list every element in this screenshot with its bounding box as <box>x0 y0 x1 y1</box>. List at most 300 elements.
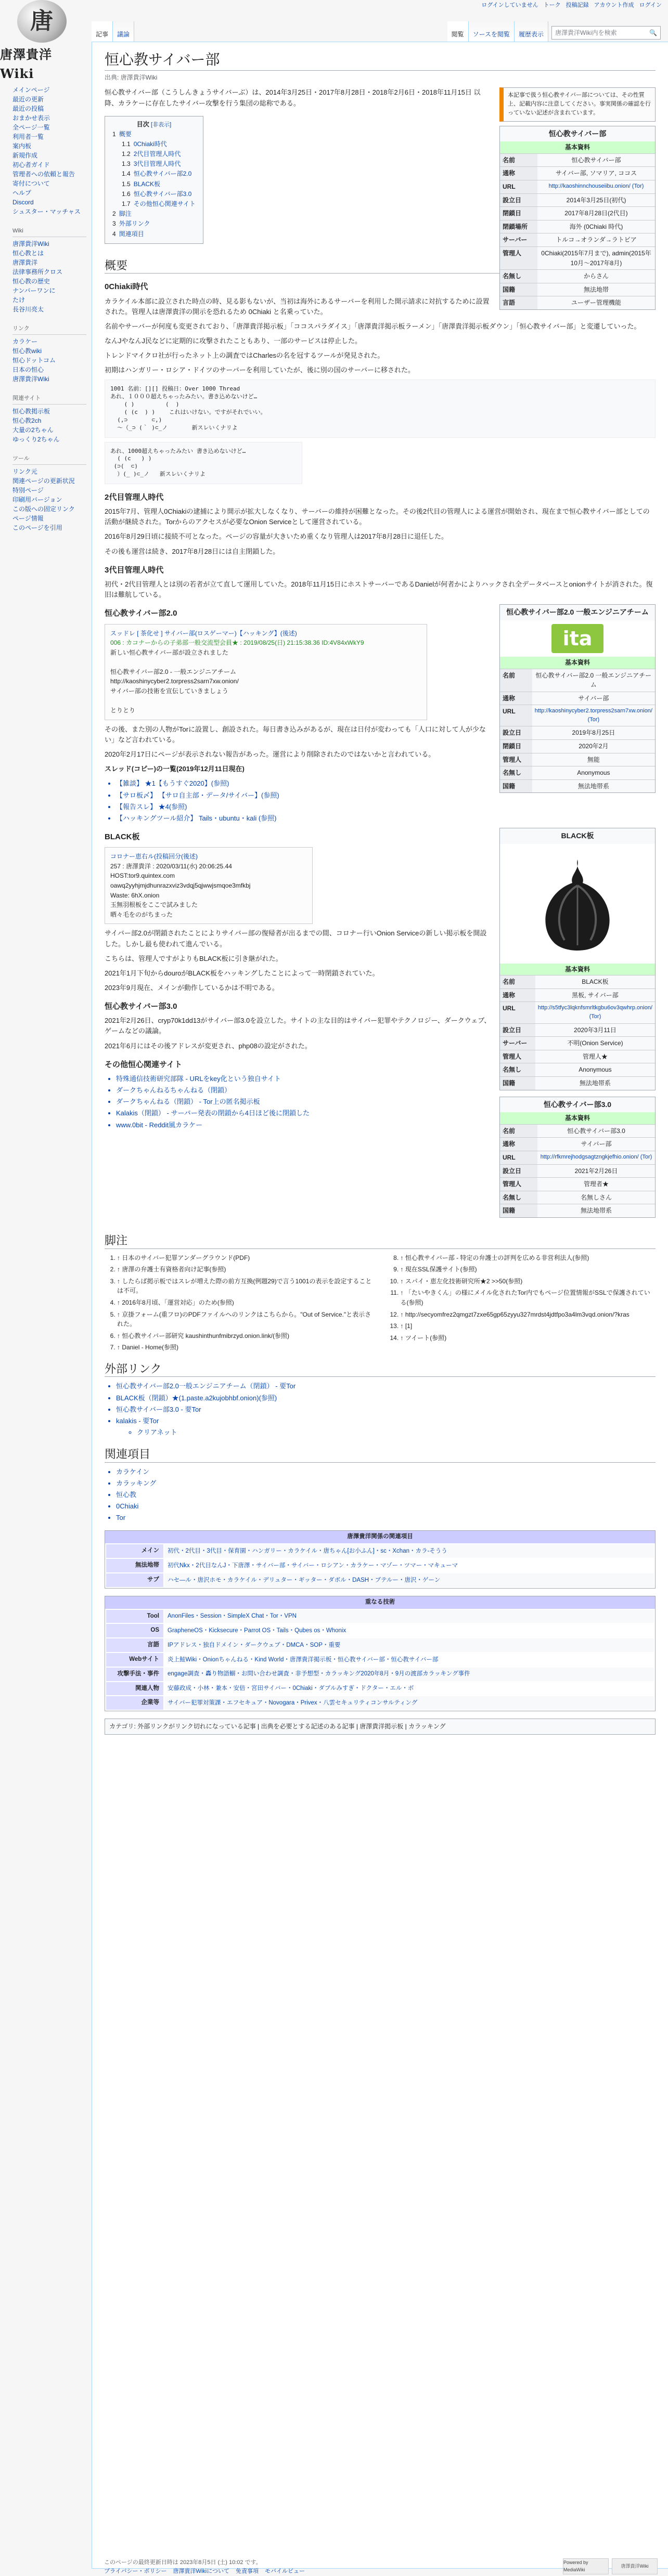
ita-logo-text: ita <box>551 624 604 653</box>
paragraph: 2021年2月26日、cryp70k1dd13がサイバー部3.0を設立した。サイトの主な目的はサイバー犯罪やテクノロジー、ダークウェブ、ゲームなどの議論。 <box>105 1017 491 1035</box>
sidebar-item[interactable]: 印刷用バージョン <box>12 496 62 504</box>
other-site-item[interactable]: • www.0bit - Reddit風カラケー <box>116 1120 656 1130</box>
sidebar-item[interactable]: 寄付について <box>12 180 50 187</box>
navbox-group: メイン <box>106 1544 163 1558</box>
infobox-value[interactable]: http://kaoshinycyber2.torpress2sarn7xw.onion/ (Tor) <box>532 705 655 726</box>
toc-subitem[interactable] <box>122 179 196 189</box>
footer-badge[interactable]: Powered by MediaWiki <box>563 2558 609 2574</box>
toc-link[interactable]: 外部リンク <box>119 220 150 228</box>
infobox-key: 名前 <box>500 669 532 692</box>
ita-logo-icon <box>500 620 655 657</box>
footnote-item: 11. ↑ 「たいやきくん」の様にメイル化されたTor内でもページ位置情報がSSLで保護されている(参照) <box>401 1288 656 1307</box>
quote-line: サイバー部の技術を宣伝していきましょう <box>110 687 228 695</box>
sidebar-item[interactable]: たけ <box>12 296 25 304</box>
navbox-2 <box>105 1596 656 1712</box>
toc-subitem[interactable] <box>122 139 196 149</box>
toc-number: 1.7 <box>122 200 131 208</box>
infobox-value[interactable]: http://kaoshinnchouseiibu.onion/ (Tor) <box>537 180 655 194</box>
heading-second-admin: 2代目管理人時代 <box>105 492 164 502</box>
sidebar-item[interactable]: 恒心ドットコム <box>12 357 56 365</box>
thread-item[interactable]: • 【報告スレ】 ★4(参照) <box>116 802 656 812</box>
quote-line: http://kaoshinycyber2.torpress2sarn7xw.onion/ <box>110 678 239 685</box>
external-links-list <box>105 1381 656 1438</box>
paragraph: カラケイル本部に設立された時点の時、見る影もないが、当初は海外にあるサーバーを利用した開示請求に対抗するために設置された。管理人は唐澤貴洋の開示を恐れるため 0Chiaki と名乗っていた。 <box>105 297 490 316</box>
section-third-admin: 初代・2代目管理人とは別の若者が立て直して運用していた。2018年11月15日にホストサーバーであるDanielが何者かによりハックされ全データベースとonionサイトが消された。復旧は難航している。 <box>105 580 653 599</box>
footnote-item: 3. ↑ したらば掲示板ではスレが増えた際の前方互換(例題29)で言う1001の表示を設定することは不可。 <box>117 1277 372 1296</box>
toc-number: 1 <box>112 130 116 138</box>
page-title: 恒心教サイバー部 <box>105 50 656 71</box>
sidebar-item[interactable]: 恒心教掲示板 <box>12 408 50 415</box>
paragraph: その後、また別の人物がTorに設置し、創設された。毎日書き込みがあるが、現在は日付が変わっても「人口に対して人が少ない」など言われている。 <box>105 725 486 744</box>
sidebar-item[interactable]: 最近の投稿 <box>12 105 44 112</box>
external-link[interactable]: • BLACK板（閉鎖）★(1.paste.a2kujobhbf.onion)(参照) <box>116 1393 656 1403</box>
quote-line: 006 : カコナーからの子弟部一般交流型会員★ : 2019/08/25(日) 21:15:38.36 ID:4V84xWkY9 <box>110 639 364 647</box>
navbox-group: 企業等 <box>106 1696 163 1710</box>
external-link[interactable]: • kalakis - 要Tor ◦ クリアネット <box>116 1416 656 1438</box>
sidebar-heading: Wiki <box>12 227 86 237</box>
sidebar-item[interactable]: 日本の恒心 <box>12 366 44 374</box>
infobox-subtitle: 基本資料 <box>500 141 655 153</box>
sidebar-item[interactable]: ナンバーワンに <box>12 287 56 295</box>
other-site-item[interactable]: • 特殊通信技術研究部隊 - URLをkey化という独自サイト <box>116 1074 656 1084</box>
toc-link[interactable]: 恒心教サイバー部3.0 <box>133 190 192 198</box>
infobox-value[interactable]: http://s5tfyc3lqknfsmrltkgbu6ov3qwhrp.onion/ (Tor) <box>535 1002 655 1023</box>
sidebar-item[interactable]: 唐澤貴洋Wiki <box>12 240 49 248</box>
navbox-list[interactable]: サイバー犯罪対策課・エフセキュア・Novogara・Privex・八雲セキュリティコンサルティング <box>164 1696 654 1710</box>
infobox-value: 恒心教サイバー部3.0 <box>537 1124 655 1138</box>
heading-related: 関連項目 <box>105 1447 656 1463</box>
paragraph: 2016年8月29日頃に接続不可となった。ページの容量が大きいため重くなり管理人は2017年8月28日に退任した。 <box>105 532 448 541</box>
navbox-list[interactable]: 初代Nkx・2代目なんJ・下唐澤・サイバー部・サイバー・ロシアン・カラケー・マゾー・ツマー・マキューマ <box>164 1559 654 1572</box>
heading-overview: 概要 <box>105 258 656 274</box>
footnote-item: 6. ↑ 恒心教サイバー部研究 kaushinthunfmibrzyd.onion.link/(参照) <box>117 1331 372 1341</box>
toc-number: 3 <box>112 220 116 228</box>
toc-number: 4 <box>112 230 116 238</box>
main-content <box>92 42 668 2569</box>
navbox-group: 関連人物 <box>106 1682 163 1696</box>
sidebar-item[interactable]: 大量の2ちゃん <box>12 426 54 434</box>
lead-paragraph: 恒心教サイバー部（こうしんきょうサイバーぶ）は、2014年3月25日・2017年8月28日・2018年2月6日・2018年11月15日 以降、カラケーに存在したサイバー攻撃を行う集団の総称である。 <box>105 88 481 107</box>
paragraph: 名前やサーバーが何度も変更されており、「唐澤貴洋掲示板」「ココスパラダイス」「唐澤貴洋掲示板ラーメン」「唐澤貴洋掲示板ダウン」「恒心教サイバー部」と変遷していった。 <box>105 322 641 330</box>
infobox-value: 恒心教サイバー部 <box>537 153 655 167</box>
paragraph: 2023年9月現在、メインが動作しているかは不明である。 <box>105 983 279 992</box>
infobox-title: BLACK板 <box>561 831 594 840</box>
sidebar-heading: 関連サイト <box>12 394 86 405</box>
tab-view-0[interactable]: 閲覧 <box>447 21 469 42</box>
search-placeholder: 唐澤貴洋Wiki内を検索 <box>555 29 617 36</box>
infobox-value: 恒心教サイバー部2.0 一般エンジニアチーム <box>532 669 655 692</box>
footnote-item: 4. ↑ 2016年8月頃、「運営対応」のため(参照) <box>117 1298 372 1308</box>
infobox-subtitle: 基本資料 <box>500 964 655 975</box>
sidebar-item[interactable]: Discord <box>12 199 34 206</box>
footnote-item: 5. ↑ 京掛フォーム(重フロ)のPDFファイルへのリンクはこちらから。"Out of Service."と表示された。 <box>117 1310 372 1329</box>
infobox-key: 管理人 <box>500 246 537 269</box>
quote-line: HOST:tor9.quintex.com <box>110 872 175 880</box>
infobox-value: 無法地帯系 <box>532 779 655 792</box>
personal-tools <box>476 1 662 10</box>
sidebar-item[interactable]: 恒心教の歴史 <box>12 278 50 285</box>
sidebar-item[interactable]: メインページ <box>12 86 50 94</box>
quote-line: oawq2yyhjmjdhunrazxviz3vdqj5qjwwjsmqoe3mfkbj <box>110 882 251 889</box>
paragraph: 2020年2月17日にページが表示されない報告があった。運営により削除されたのではないかと言われている。 <box>105 750 435 759</box>
logo-globe-icon: 唐 <box>17 0 67 43</box>
namespace-tabs <box>92 21 134 42</box>
quote-line: 新しい恒心教サイバー部が設立されました <box>110 648 228 656</box>
infobox-value[interactable]: http://rfkmrejhodgsagtzngkjefhio.onion/ (Tor) <box>537 1151 655 1164</box>
footnote-item: 9. ↑ 現在SSL保護サイト(参照) <box>401 1265 656 1274</box>
footer <box>92 2553 668 2576</box>
infobox-value: 無法地帯 <box>537 283 655 296</box>
infobox-key: 設立日 <box>500 726 532 740</box>
infobox-key: 管理人 <box>500 1050 535 1063</box>
toc-item[interactable] <box>112 209 196 219</box>
footnote-item: 12. ↑ http://secyomfrez2qmgzt7zxe65gp65zyyu327mrdst4jdtfpo3a4lm3vqd.onion/?kras <box>401 1310 656 1320</box>
toc-number: 1.2 <box>122 150 131 158</box>
heading-footnotes: 脚注 <box>105 1233 656 1249</box>
sidebar <box>0 83 92 536</box>
infobox-subtitle: 基本資料 <box>500 1112 655 1124</box>
infobox-title: 恒心教サイバー部 <box>548 129 607 138</box>
infobox-key: サーバー <box>500 233 537 247</box>
sidebar-heading: ツール <box>12 454 86 465</box>
infobox-value: 2020年3月11日 <box>535 1023 655 1037</box>
heading-chiaki: 0Chiaki時代 <box>105 282 148 292</box>
quote-line: Waste: 6hX.onion <box>110 891 160 899</box>
footer-badges <box>563 2558 658 2574</box>
category-links[interactable]: カテゴリ: 外部リンクがリンク切れになっている記事 | 出典を必要とする記述のある記事 | 唐澤貴洋掲示板 | カラッキング <box>105 1719 656 1735</box>
footnote-list <box>105 1253 656 1352</box>
paragraph: こちらは、管理人ですがよりもBLACK板に引き継がれた。 <box>105 954 282 962</box>
navbox-group: OS <box>106 1624 163 1637</box>
infobox-key: URL <box>500 1151 537 1164</box>
infobox-key: 名前 <box>500 1124 537 1138</box>
navbox-list[interactable]: IPアドレス・独自ドメイン・ダークウェブ・DMCA・SOP・重要 <box>164 1638 654 1652</box>
external-sublink[interactable]: ◦ クリアネット <box>137 1427 656 1438</box>
paragraph: トレンドマイクロ社が行ったネット上の調査ではCharlesの名を冠するツールが発見された。 <box>105 352 384 360</box>
infobox-key: 通称 <box>500 167 537 180</box>
infobox-value: サイバー部, ソマリア, ココス <box>537 167 655 180</box>
other-site-item[interactable]: • ダークちゃんねる（閉鎖） - Tor上の匿名掲示板 <box>116 1097 656 1107</box>
infobox-value: Anonymous <box>532 766 655 780</box>
footer-lastmod: このページの最終更新日時は 2023年8月5日 (土) 10:02 です。 <box>104 2559 262 2566</box>
footnote-item: 7. ↑ Daniel - Home(参照) <box>117 1343 372 1352</box>
sidebar-portal <box>0 83 92 219</box>
paragraph: サイバー部2.0が閉鎖されたことによりサイバー部の復帰者が出るまでの間、コロナー行いOnion Serviceの新しい掲示板を開設した。しかし最も使われて進んでいる。 <box>105 929 487 948</box>
footnote-item: 13. ↑ [1] <box>401 1321 656 1331</box>
toc-number: 1.1 <box>122 140 131 148</box>
page-subline: 出典: 唐澤貴洋Wiki <box>105 73 158 81</box>
infobox-value: 2014年3月25日(初代) <box>537 193 655 207</box>
infobox-value: 0Chiaki(2015年7月まで), admin(2015年10月〜2017年8月) <box>537 246 655 269</box>
toc-number: 1.4 <box>122 170 131 178</box>
navbox-list[interactable]: 炎上鮭Wiki・Onionちゃんねる・Kind World・唐澤貴洋掲示板・恒心教サイバー部・恒心教サイバー部 <box>164 1653 654 1667</box>
footer-badge[interactable]: 唐澤貴洋Wiki <box>612 2558 658 2574</box>
heading-other-sites: その他恒心関連サイト <box>105 1060 182 1069</box>
infobox-value: 2021年2月26日 <box>537 1164 655 1178</box>
related-link[interactable]: • 恒心教 <box>116 1490 656 1500</box>
infobox-key: 通称 <box>500 1138 537 1151</box>
toc-link[interactable]: 脚注 <box>119 210 132 218</box>
paragraph: 2015年7月、管理人0Chiakiの逮捕により開示が拡大しなくなり、サーバーの維持が困難となった。その後2代目の管理人による運営が開始され、現在まで恒心教サイバー部としての活動が継続された。Torからのアクセスが必要なOnion Serviceとして運営されている。 <box>105 508 650 526</box>
infobox-key: 管理人 <box>500 1178 537 1191</box>
thread-list-heading: スレッド(コピー)の一覧(2019年12月11日現在) <box>105 765 245 773</box>
toc-item[interactable] <box>112 229 196 239</box>
footer-link[interactable]: 免責事項 <box>236 2568 259 2575</box>
quote-line: とりとり <box>110 707 136 714</box>
infobox-key: 国籍 <box>500 1204 537 1217</box>
infobox-value: 2019年8月25日 <box>532 726 655 740</box>
quote-line[interactable]: スッドレ [ 茶化せ ] サイバー部(ロスゲーマー)【ハッキング】(後述) <box>110 629 297 637</box>
paragraph: 2021年1月下旬からdouroがBLACK板をハッキングしたことによって一時閉鎖されていた。 <box>105 969 379 977</box>
sidebar-item[interactable]: 恒心教wiki <box>12 347 42 355</box>
footnote-item: 2. ↑ 唐澤の弁護士有資格者向け記事(参照) <box>117 1265 372 1274</box>
infobox-value: サイバー部 <box>532 692 655 705</box>
navbox-title[interactable]: 重なる技術 <box>105 1596 655 1609</box>
sidebar-item[interactable]: リンク元 <box>12 468 37 476</box>
sidebar-item[interactable]: 新規作成 <box>12 152 38 159</box>
sidebar-item[interactable]: 恒心教とは <box>12 250 44 257</box>
view-tabs <box>447 21 548 42</box>
search-input[interactable] <box>551 26 661 40</box>
quote-line: 恒心教サイバー部2.0 - 一般エンジニアチーム <box>110 668 236 675</box>
toc-link[interactable]: 2代目管理人時代 <box>133 150 181 158</box>
sidebar-portal <box>0 317 92 387</box>
sidebar-item[interactable]: カラケー <box>12 338 38 346</box>
heading-cyber3: 恒心教サイバー部3.0 <box>105 1002 177 1011</box>
other-site-item[interactable]: • ダークちゃんねるちゃんねる（閉鎖） <box>116 1085 656 1096</box>
sidebar-heading: リンク <box>12 324 86 335</box>
infobox-title: 恒心教サイバー部2.0 一般エンジニアチーム <box>506 608 649 617</box>
footnote-item: 8. ↑ 恒心教サイバー部 - 特定の弁護士の評判を広める非営利法人(参照) <box>401 1253 656 1263</box>
related-link[interactable]: • Tor <box>116 1513 656 1523</box>
infobox-key: 閉鎖場所 <box>500 220 537 233</box>
infobox-value: BLACK板 <box>535 975 655 989</box>
infobox-value: 名無しさん <box>537 1191 655 1204</box>
quote-line: 257 : 唐澤貴洋 : 2020/03/11(水) 20:06:25.44 <box>110 862 232 870</box>
sidebar-item[interactable]: 管理者への依頼と報告 <box>12 171 75 178</box>
infobox-cyber3 <box>499 1097 656 1218</box>
navbox-title[interactable]: 唐澤貴洋関係の関連項目 <box>105 1531 655 1543</box>
navbox-list[interactable]: ハセ―ル・唐沢ホモ・カラケイル・デリュター・ギッター・ダボル・DASH・ブテルー・唐沢・ゲーン <box>164 1573 654 1587</box>
infobox-value: 不明(Onion Service) <box>535 1037 655 1050</box>
toc-subitem[interactable] <box>122 169 196 179</box>
sidebar-item[interactable]: 利用者一覧 <box>12 133 44 140</box>
infobox-key: 国籍 <box>500 283 537 296</box>
quote-line: 玉無羽根板をここで試みました <box>110 901 198 909</box>
footnote-item: 1. ↑ 日本のサイバー犯罪アンダーグラウンド(PDF) <box>117 1253 372 1263</box>
personal-link[interactable]: ログインしていません <box>481 2 538 8</box>
external-link[interactable]: • 恒心教サイバー部3.0 - 要Tor <box>116 1404 656 1415</box>
footnote-item: 10. ↑ スパイ・恵左化技術研究所★2 >>50(参照) <box>401 1277 656 1286</box>
section-second-admin <box>105 506 656 557</box>
toc-link[interactable]: 3代目管理人時代 <box>133 160 181 168</box>
paragraph: その後も運営は続き、2017年8月28日には自主閉鎖した。 <box>105 547 280 555</box>
navbox-group: サブ <box>106 1573 163 1587</box>
infobox-key: 名前 <box>500 975 535 989</box>
toc-link[interactable]: 恒心教サイバー部2.0 <box>133 170 192 178</box>
infobox-main <box>499 126 656 310</box>
related-list <box>105 1467 656 1524</box>
toc-link[interactable]: 関連項目 <box>119 230 144 238</box>
infobox-key: 設立日 <box>500 1023 535 1037</box>
infobox-value: 管理者★ <box>537 1178 655 1191</box>
footer-link[interactable]: 唐澤貴洋Wikiについて <box>173 2568 230 2575</box>
thread-item[interactable]: • 【サロ板〆】 【サロ自主部・データ/サイバー】(参照) <box>116 790 656 801</box>
sidebar-item[interactable]: 全ページ一覧 <box>12 124 50 131</box>
quote-line: 晒々毛をのがちまった <box>110 910 173 918</box>
infobox-key: 名無し <box>500 1191 537 1204</box>
toc-title: 目次 [非表示] <box>136 120 172 128</box>
sidebar-item[interactable]: 最近の更新 <box>12 96 44 103</box>
infobox-value: トルコ→オランダ→ラトビア <box>537 233 655 247</box>
thread-item[interactable]: • 【ハッキングツール紹介】 Tails・ubuntu・kali (参照) <box>116 813 656 824</box>
sidebar-item[interactable]: このページを引用 <box>12 524 62 532</box>
navbox-list[interactable]: 安藤政成・小林・兼本・安倍・宮田サイバー・0Chiaki・ダブルみすぎ・ドクター・エル・ボ <box>164 1682 654 1696</box>
infobox-value: 管理人★ <box>535 1050 655 1063</box>
footnote-item: 14. ↑ ツイート(参照) <box>401 1333 656 1343</box>
infobox-value: Anonymous <box>535 1063 655 1077</box>
paragraph: 初期はハンガリー・ロシア・ドイツのサーバーを利用していたが、後に別の国のサーバーに移された。 <box>105 366 415 374</box>
sidebar-item[interactable]: 恒心教2ch <box>12 417 42 425</box>
navbox-list[interactable]: GrapheneOS・Kicksecure・Parrot OS・Tails・Qubes os・Whonix <box>164 1624 654 1637</box>
infobox-key: URL <box>500 1002 535 1023</box>
toc-subitem[interactable] <box>122 189 196 199</box>
sidebar-portal <box>0 447 92 536</box>
heading-black: BLACK板 <box>105 832 140 841</box>
sidebar-item[interactable]: 法律事務所クロス <box>12 268 63 276</box>
infobox-key: URL <box>500 705 532 726</box>
sidebar-item[interactable]: ヘルプ <box>12 189 32 197</box>
heading-third-admin: 3代目管理人時代 <box>105 565 164 575</box>
infobox-value: 2020年2月 <box>532 740 655 753</box>
external-link[interactable]: • 恒心教サイバー部2.0一般エンジニアチーム（閉鎖） - 要Tor <box>116 1381 656 1391</box>
toc-number: 2 <box>112 210 116 218</box>
toc-number: 1.6 <box>122 190 131 198</box>
infobox-key: URL <box>500 180 537 194</box>
personal-link[interactable]: トーク <box>543 2 561 8</box>
infobox-key: 名前 <box>500 153 537 167</box>
toc-link[interactable]: 0Chiaki時代 <box>133 140 167 148</box>
sidebar-portal <box>0 387 92 447</box>
tab-1[interactable]: 議論 <box>113 21 134 42</box>
infobox-key: 通称 <box>500 692 532 705</box>
infobox-value: 無法地帯系 <box>537 1204 655 1217</box>
toc-number: 1.3 <box>122 160 131 168</box>
quote-line[interactable]: コロナー恵右ル(投稿回分(後述) <box>110 853 198 861</box>
sidebar-item[interactable]: シュスター・マッチャス <box>12 208 81 215</box>
infobox-value: からさん <box>537 270 655 283</box>
ascii-art-1: 1001 名前：[][] 投稿日：Over 1000 Thread あれ、１０００超えちゃったみたい。書き込めないけど… ( ) ( ) ( (c ) ) これはいけない。ですがそれでいい。 (,⊃ ⊂,) ～（_⊃ (｀ )⊂_ノ 新スレいくナリよ <box>105 380 656 437</box>
personal-link[interactable]: ログイン <box>639 2 662 8</box>
logo-wordmark: 唐澤貴洋Wiki <box>0 46 52 81</box>
sidebar-item[interactable]: 特別ページ <box>12 487 44 495</box>
sidebar-portal <box>0 219 92 317</box>
toc-link[interactable]: 概要 <box>119 130 132 138</box>
footer-link[interactable]: モバイルビュー <box>265 2568 305 2575</box>
infobox-key: 設立日 <box>500 193 537 207</box>
paragraph: 2021年6月にはその後アドレスが変更され、php08の設定がされた。 <box>105 1042 312 1050</box>
sidebar-item[interactable]: 初心者ガイド <box>12 161 50 168</box>
personal-link[interactable]: 投稿記録 <box>566 2 589 8</box>
sidebar-item[interactable]: 関連ページの更新状況 <box>12 477 75 485</box>
tab-0[interactable]: 記事 <box>92 21 113 42</box>
infobox-key: 閉鎖日 <box>500 207 537 220</box>
toc-link[interactable]: BLACK板 <box>133 180 161 188</box>
site-logo[interactable] <box>0 0 83 83</box>
navbox-group: Webサイト <box>106 1653 163 1667</box>
infobox-value: 海外 (0Chiaki 時代) <box>537 220 655 233</box>
sidebar-item[interactable]: 案内板 <box>12 142 32 150</box>
infobox-black <box>499 828 656 1090</box>
navbox-1 <box>105 1530 656 1588</box>
tab-view-1[interactable]: ソースを閲覧 <box>469 21 515 42</box>
toc-subitem[interactable] <box>122 149 196 159</box>
thread-item[interactable]: • 【雑談】 ★1【もうすぐ2020】(参照) <box>116 778 656 789</box>
sidebar-item[interactable]: ページ情報 <box>12 515 44 523</box>
search-icon[interactable]: 🔍 <box>649 29 657 36</box>
infobox-key: 国籍 <box>500 779 532 792</box>
toc-subitem[interactable] <box>122 159 196 169</box>
infobox-key: 通称 <box>500 988 535 1002</box>
infobox-key: 国籍 <box>500 1076 535 1089</box>
related-link[interactable]: • カラッキング <box>116 1478 656 1489</box>
heading-external-links: 外部リンク <box>105 1362 656 1377</box>
table-of-contents <box>105 116 203 244</box>
personal-link[interactable]: アカウント作成 <box>594 2 634 8</box>
other-site-item[interactable]: • Kalakis（閉鎖） - サーバー発表の閉鎖から4日ほど後に閉鎖した <box>116 1108 656 1118</box>
navbox-list[interactable]: engage調査・轟り物語鰯・お問い合わせ調査・非予想型・カラッキング2020年8月・9月の渡部カラッキング事件 <box>164 1668 654 1681</box>
navbox-list[interactable]: 初代・2代目・3代目・保育園・ハンガリー・カラケイル・唐ちゃん[お小ふん]・sc・Xchan・カラ-そうう <box>164 1544 654 1558</box>
black-quote <box>105 847 313 924</box>
infobox-key: 言語 <box>500 296 537 309</box>
sidebar-item[interactable]: ゆっくり2ちゃん <box>12 436 60 444</box>
sidebar-item[interactable]: おまかせ表示 <box>12 114 50 122</box>
toc-list <box>112 129 196 239</box>
toc-item[interactable] <box>112 129 196 210</box>
related-link[interactable]: • カラケイン <box>116 1467 656 1477</box>
sidebar-item[interactable]: 唐澤貴洋 <box>12 259 38 267</box>
toc-toggle[interactable]: [非表示] <box>151 121 172 128</box>
infobox-value: 無能 <box>532 753 655 766</box>
infobox-value: ユーザー管理機能 <box>537 296 655 309</box>
sidebar-item[interactable]: この版への固定リンク <box>12 505 75 513</box>
infobox-key: 名無し <box>500 1063 535 1077</box>
infobox-cyber2 <box>499 604 656 793</box>
navbox-group: 無法地帯 <box>106 1559 163 1572</box>
tor-onion-icon <box>500 844 655 964</box>
infobox-value: 2017年8月28日(2代目) <box>537 207 655 220</box>
cyber2-quote <box>105 624 427 720</box>
related-link[interactable]: • 0Chiaki <box>116 1501 656 1512</box>
footer-link[interactable]: プライバシー・ポリシー <box>104 2568 167 2575</box>
notice-box: 本記事で扱う恒心教サイバー部については、その性質上、記載内容に注意してください。事実関係の確認を行っていない記述が含まれています。 <box>499 87 656 121</box>
sidebar-item[interactable]: 長谷川亮太 <box>12 306 44 314</box>
navbox-group: Tool <box>106 1610 163 1623</box>
infobox-subtitle: 基本資料 <box>500 657 655 669</box>
infobox-key: 閉鎖日 <box>500 740 532 753</box>
toc-subitem[interactable] <box>122 199 196 209</box>
toc-link[interactable]: その他恒心関連サイト <box>133 200 196 208</box>
navbox-group: 攻撃手法・事件 <box>106 1668 163 1681</box>
navbox-list[interactable]: AnonFiles・Session・SimpleX Chat・Tor・VPN <box>164 1610 654 1623</box>
tab-view-2[interactable]: 履歴表示 <box>515 21 548 42</box>
sidebar-item[interactable]: 唐澤貴洋Wiki <box>12 375 49 383</box>
toc-item[interactable] <box>112 219 196 229</box>
heading-cyber2: 恒心教サイバー部2.0 <box>105 609 177 618</box>
infobox-key: 設立日 <box>500 1164 537 1178</box>
infobox-value: サイバー部 <box>537 1138 655 1151</box>
navbox-group: 言語 <box>106 1638 163 1652</box>
